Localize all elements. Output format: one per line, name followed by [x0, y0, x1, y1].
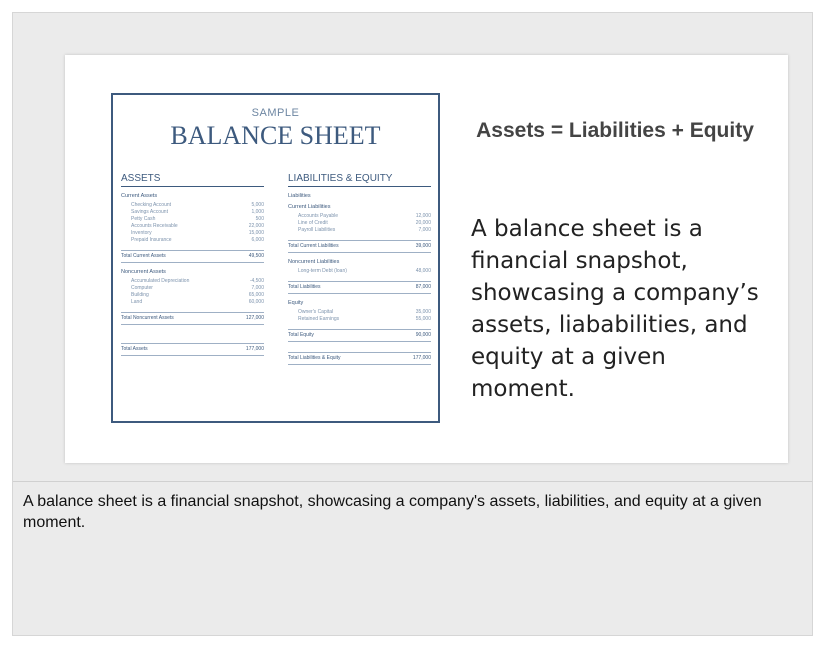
line-item [288, 220, 431, 227]
line-item [121, 278, 264, 285]
line-item-label: Line of Credit [298, 220, 328, 226]
line-item-value: 7,000 [251, 285, 264, 291]
liabilities-header: Liabilities [288, 193, 311, 199]
line-item-label: Checking Account [131, 202, 172, 208]
assets-header: ASSETS [121, 173, 264, 187]
line-item-value: 55,000 [415, 316, 431, 322]
total-liabilities: Total Liabilities 87,000 [288, 281, 431, 294]
line-item [288, 227, 431, 234]
total-equity: Total Equity 90,000 [288, 329, 431, 342]
equity-list [288, 309, 431, 323]
line-item-label: Accumulated Depreciation [131, 278, 190, 284]
line-item-label: Savings Account [131, 209, 168, 215]
line-item [121, 223, 264, 230]
noncurrent-assets-list [121, 278, 264, 306]
line-item-label: Land [131, 299, 143, 305]
current-assets-header: Current Assets [121, 193, 158, 199]
slide-description: A balance sheet is a financial snapshot, showcasing a company’s assets, liababilities, and equity at a given moment. [471, 216, 759, 402]
line-item-value: 7,000 [418, 227, 431, 233]
line-item-label: Prepaid Insurance [131, 237, 172, 243]
current-assets-list [121, 202, 264, 244]
line-item-label: Payroll Liabilities [298, 227, 336, 233]
line-item-label: Computer [131, 285, 153, 291]
sheet-title: BALANCE SHEET [170, 121, 381, 150]
current-liabilities-header: Current Liabilities [288, 204, 331, 210]
line-item-value: 500 [255, 216, 264, 222]
equity-header: Equity [288, 300, 304, 306]
caption-text: A balance sheet is a financial snapshot, showcasing a company's assets, liabilities, and equity at a given moment. [23, 493, 762, 531]
line-item-value: 22,000 [248, 223, 264, 229]
line-item [121, 209, 264, 216]
line-item [121, 237, 264, 244]
divider [13, 481, 812, 482]
total-noncurrent-assets: Total Noncurrent Assets 127,000 [121, 312, 264, 325]
total-current-assets: Total Current Assets 49,500 [121, 250, 264, 263]
line-item-value: -4,500 [249, 278, 264, 284]
line-item-value: 48,000 [415, 268, 431, 274]
equation-heading: Assets = Liabilities + Equity [476, 119, 754, 142]
line-item [288, 268, 431, 275]
current-liabilities-list [288, 213, 431, 234]
line-item [288, 316, 431, 323]
total-liabilities-equity: Total Liabilities & Equity 177,000 [288, 352, 431, 365]
noncurrent-liabilities-list [288, 268, 431, 275]
line-item-label: Building [131, 292, 149, 298]
line-item-value: 12,000 [415, 213, 431, 219]
line-item-label: Petty Cash [131, 216, 156, 222]
sheet-sample-label: SAMPLE [251, 107, 300, 119]
line-item [288, 309, 431, 316]
line-item-value: 65,000 [248, 292, 264, 298]
line-item-value: 20,000 [415, 220, 431, 226]
slide [65, 55, 788, 463]
noncurrent-liabilities-header: Noncurrent Liabilities [288, 259, 340, 265]
line-item-label: Inventory [131, 230, 152, 236]
balance-sheet-image [111, 93, 440, 423]
line-item-value: 60,000 [248, 299, 264, 305]
total-assets: Total Assets 177,000 [121, 343, 264, 356]
line-item [288, 213, 431, 220]
line-item-label: Retained Earnings [298, 316, 340, 322]
line-item-value: 1,000 [251, 209, 264, 215]
noncurrent-assets-header: Noncurrent Assets [121, 269, 166, 275]
line-item [121, 230, 264, 237]
total-current-liabilities: Total Current Liabilities 39,000 [288, 240, 431, 253]
liabilities-equity-header: LIABILITIES & EQUITY [288, 173, 431, 187]
line-item-value: 35,000 [415, 309, 431, 315]
line-item-label: Long-term Debt (loan) [298, 268, 347, 274]
line-item-label: Owner's Capital [298, 309, 334, 315]
line-item [121, 292, 264, 299]
line-item-label: Accounts Receivable [131, 223, 178, 229]
line-item-value: 15,000 [248, 230, 264, 236]
line-item [121, 285, 264, 292]
assets-column [121, 173, 264, 362]
line-item [121, 299, 264, 306]
line-item-value: 6,000 [251, 237, 264, 243]
line-item-label: Accounts Payable [298, 213, 339, 219]
line-item-value: 5,000 [251, 202, 264, 208]
liabilities-column [288, 173, 431, 371]
line-item [121, 216, 264, 223]
line-item [121, 202, 264, 209]
content-frame [12, 12, 813, 636]
